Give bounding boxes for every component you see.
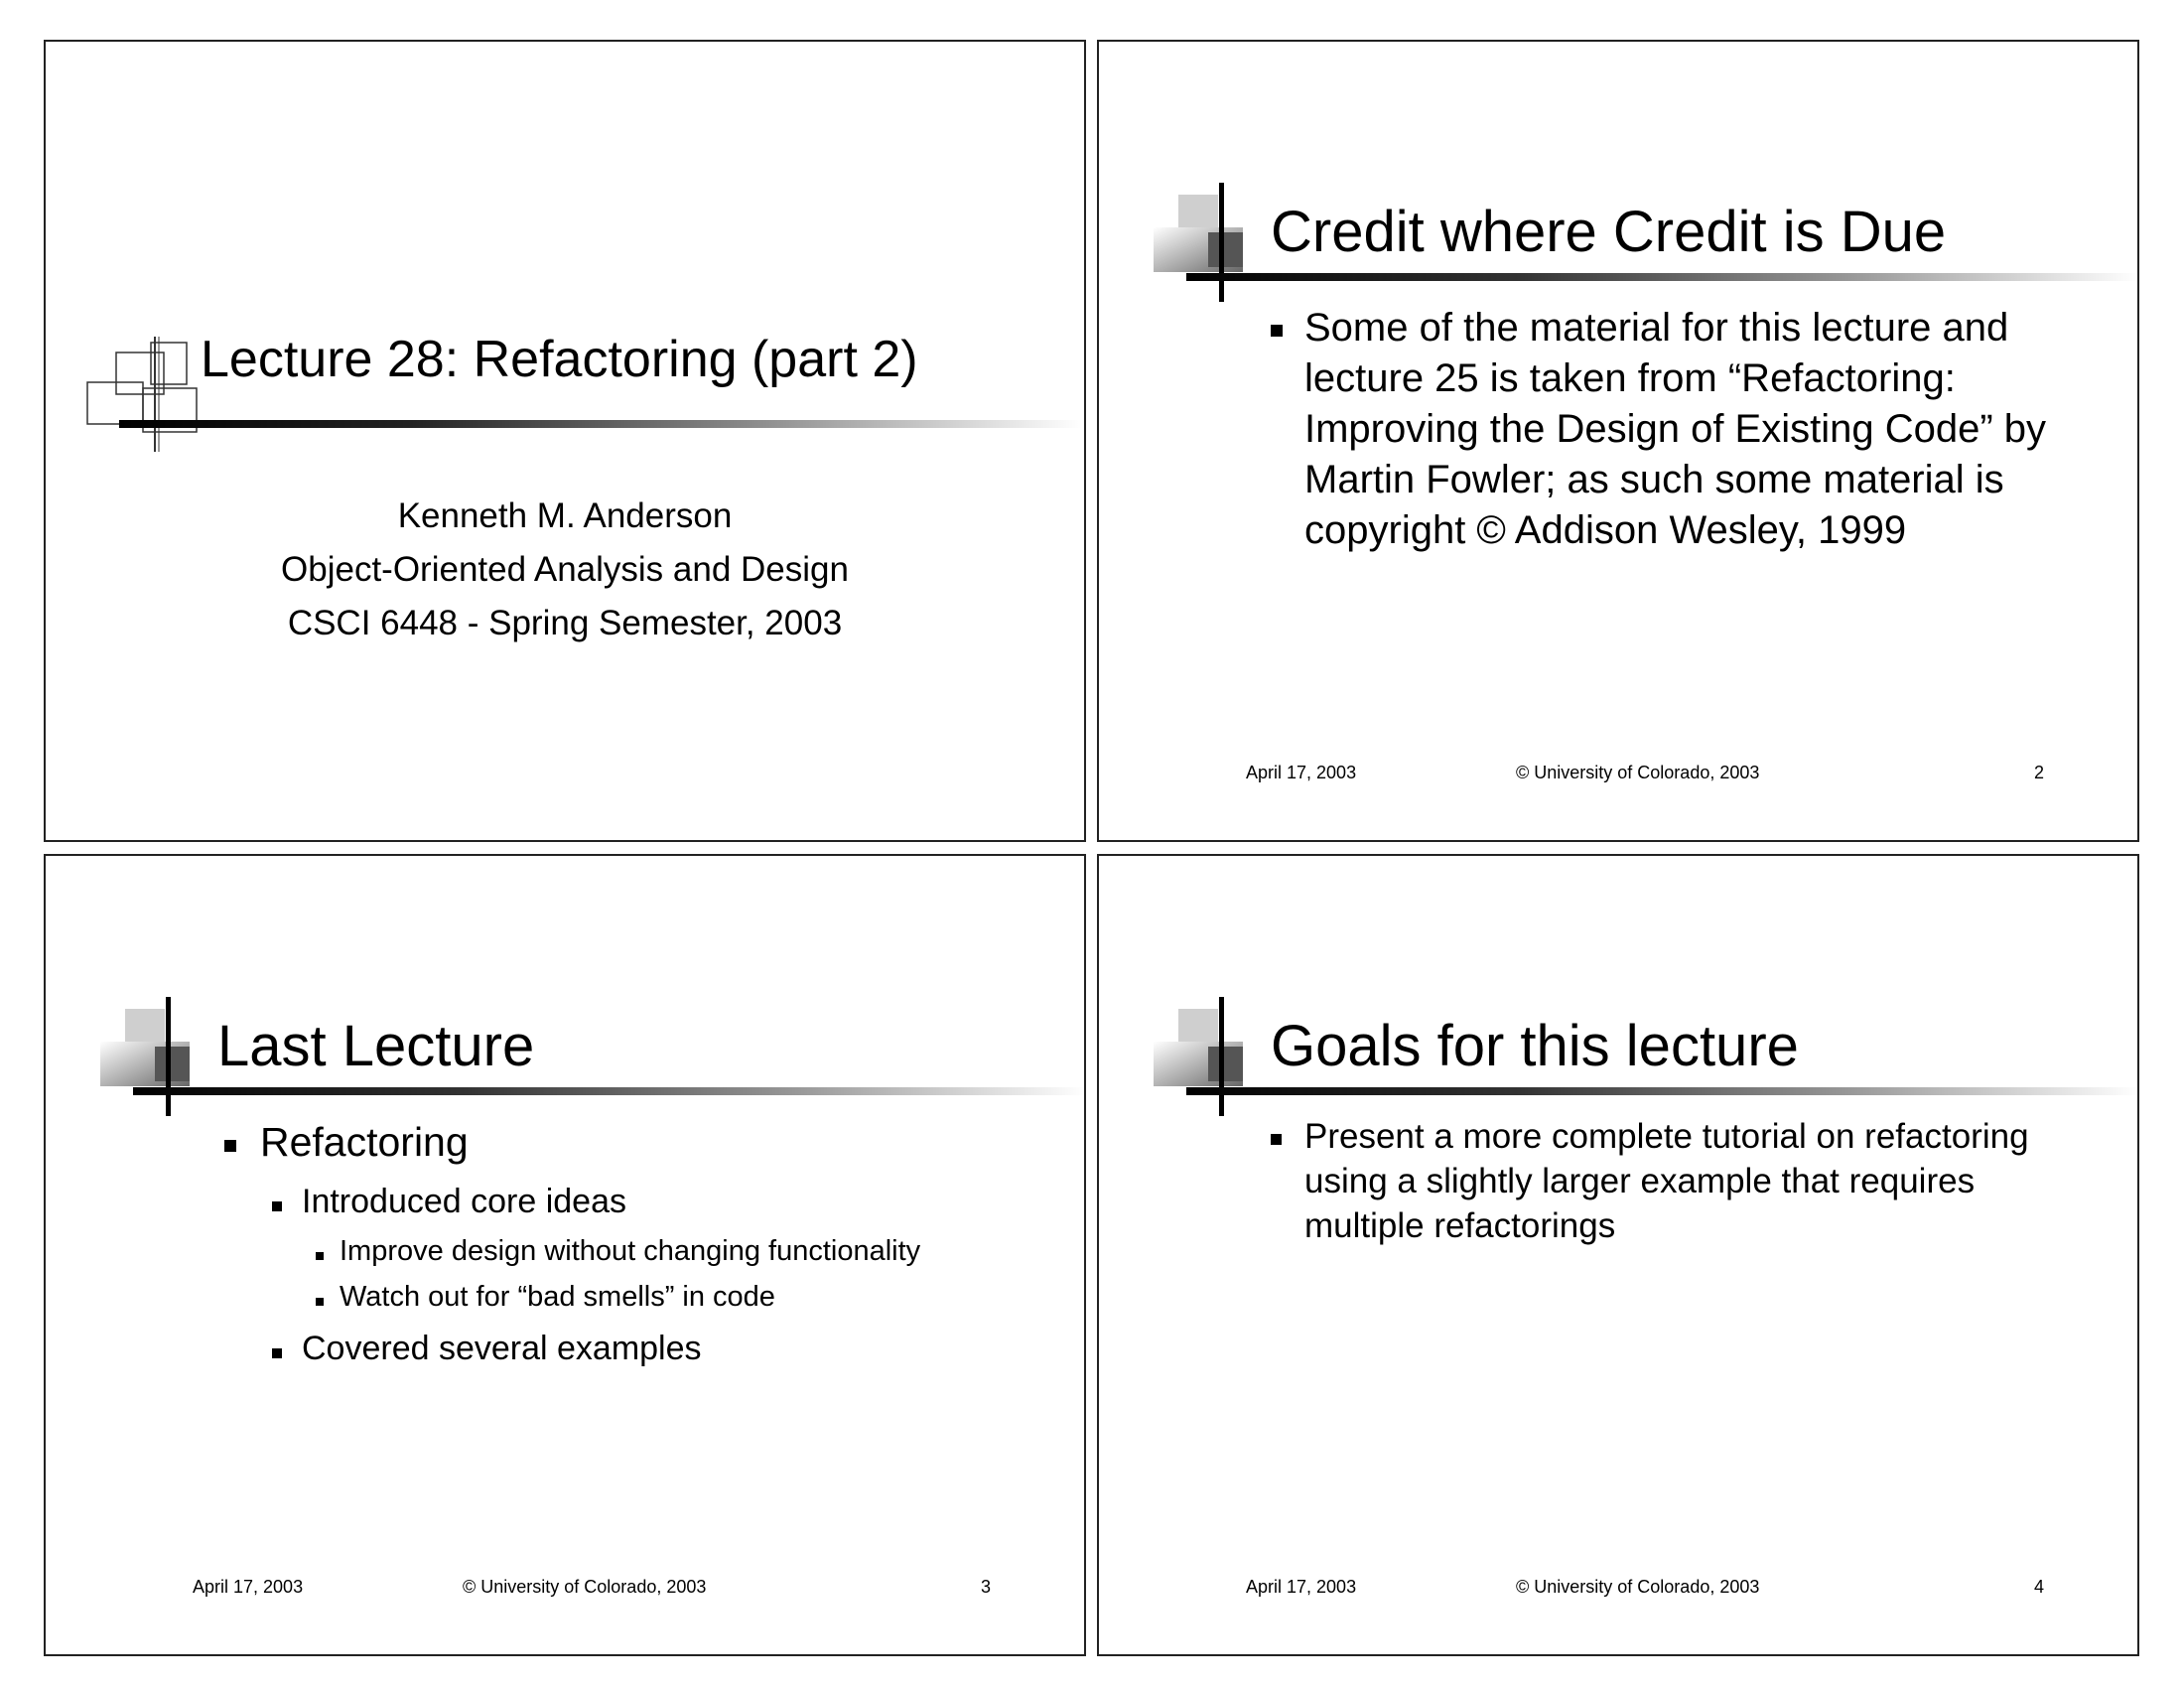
title-logo-graphic	[85, 335, 214, 454]
bullet-square-icon	[272, 1201, 282, 1211]
list-item	[1271, 1114, 2085, 1248]
title-decoration-graphic	[1154, 183, 1253, 302]
footer-date: April 17, 2003	[1246, 1577, 1357, 1597]
footer-date: April 17, 2003	[193, 1577, 304, 1597]
list-item	[272, 1180, 1068, 1223]
slide-title: Credit where Credit is Due	[1271, 200, 1947, 264]
list-item	[272, 1327, 1068, 1370]
page-number: 4	[2034, 1577, 2045, 1597]
bullet-square-icon	[272, 1348, 282, 1358]
title-decoration-graphic	[1154, 997, 1253, 1116]
bullet-square-icon	[1271, 1134, 1282, 1145]
footer-date: April 17, 2003	[1246, 763, 1357, 782]
slide-2	[1097, 40, 2139, 842]
list-item	[316, 1279, 1068, 1315]
title-rule	[1186, 273, 2139, 281]
list-item	[224, 1116, 1068, 1168]
bullet-text: Introduced core ideas	[302, 1183, 626, 1220]
title-rule	[1186, 1087, 2139, 1095]
list-item	[316, 1233, 1068, 1269]
slide-4	[1097, 854, 2139, 1656]
slide-title: Goals for this lecture	[1271, 1014, 1799, 1078]
author-name: Kenneth M. Anderson	[397, 496, 733, 535]
footer-copyright: © University of Colorado, 2003	[463, 1577, 707, 1597]
bullet-text: Some of the material for this lecture and lecture 25 is taken from “Refactoring: Improving the Design of Existing Code” by Martin Fowler; as such some material is copyright © Addison Wesley, 1999	[1304, 306, 2047, 552]
bullet-text: Covered several examples	[302, 1330, 702, 1367]
course-term: CSCI 6448 - Spring Semester, 2003	[287, 604, 843, 642]
slide-title: Last Lecture	[217, 1014, 535, 1078]
slide-1	[44, 40, 1086, 842]
title-decoration-graphic	[100, 997, 200, 1116]
list-item	[1271, 303, 2095, 556]
bullet-list	[224, 1116, 1068, 1370]
course-name: Object-Oriented Analysis and Design	[281, 550, 849, 589]
footer-copyright: © University of Colorado, 2003	[1516, 1577, 1760, 1597]
bullet-list	[1271, 1114, 2085, 1248]
bullet-square-icon	[224, 1140, 236, 1152]
bullet-square-icon	[316, 1252, 324, 1260]
bullet-text: Refactoring	[260, 1119, 469, 1165]
footer-copyright: © University of Colorado, 2003	[1516, 763, 1760, 782]
title-rule	[119, 420, 1082, 428]
bullet-text: Watch out for “bad smells” in code	[340, 1281, 775, 1313]
bullet-text: Present a more complete tutorial on refactoring using a slightly larger example that requires multiple refactorings	[1304, 1117, 2029, 1245]
slide-title: Lecture 28: Refactoring (part 2)	[201, 331, 918, 388]
page-number: 3	[981, 1577, 992, 1597]
bullet-text: Improve design without changing functionality	[340, 1235, 921, 1267]
bullet-square-icon	[316, 1298, 324, 1306]
title-rule	[133, 1087, 1086, 1095]
page-number: 2	[2034, 763, 2045, 782]
bullet-square-icon	[1271, 325, 1283, 337]
slide-3	[44, 854, 1086, 1656]
bullet-list	[1271, 303, 2095, 556]
